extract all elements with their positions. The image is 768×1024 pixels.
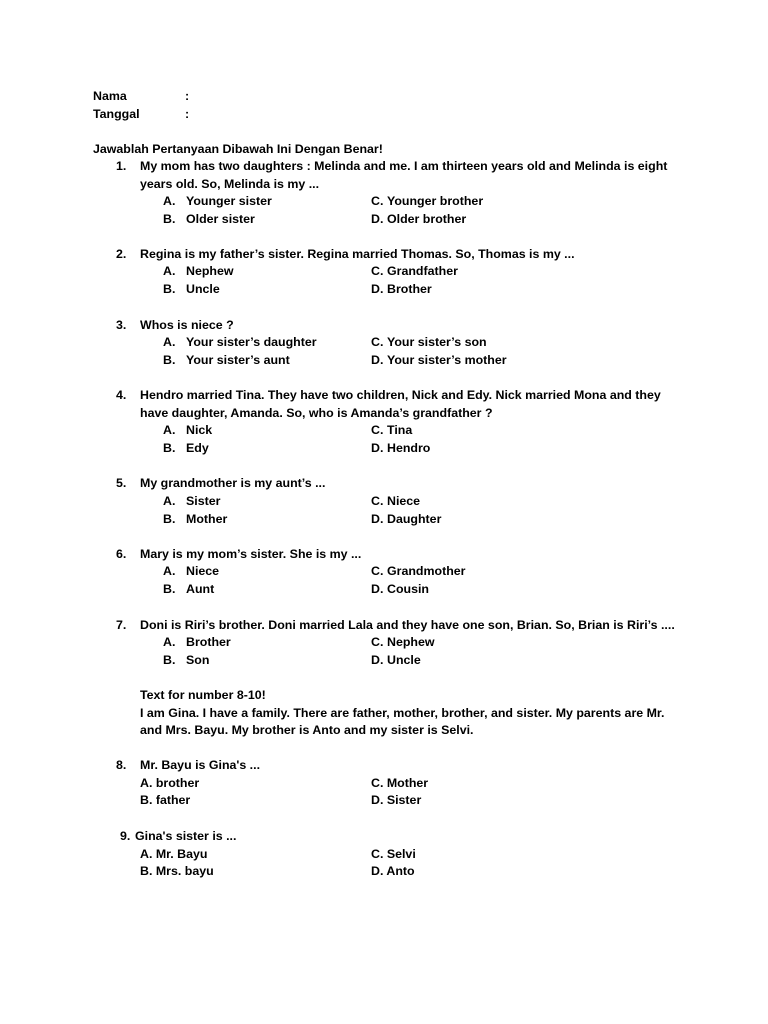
option-letter: D. xyxy=(371,653,384,667)
option-b: B. Mrs. bayu xyxy=(140,864,214,878)
option-c: Tina xyxy=(387,423,413,437)
question-text-line: Hendro married Tina. They have two children, Nick and Edy. Nick married Mona and they xyxy=(140,388,661,402)
question-text-line: Gina's sister is ... xyxy=(135,829,237,843)
option-letter: B. xyxy=(163,653,176,667)
option-d: Cousin xyxy=(387,582,429,596)
option-letter: D. xyxy=(371,582,384,596)
option-b: Older sister xyxy=(186,212,255,226)
option-letter: C. xyxy=(371,264,384,278)
question-text-line: have daughter, Amanda. So, who is Amanda’s grandfather ? xyxy=(140,406,493,420)
option-a: Brother xyxy=(186,635,231,649)
question-number: 4. xyxy=(116,388,127,402)
passage-line: I am Gina. I have a family. There are father, mother, brother, and sister. My parents are Mr. xyxy=(140,706,665,720)
option-letter: A. xyxy=(163,194,176,208)
question-text-line: Regina is my father’s sister. Regina married Thomas. So, Thomas is my ... xyxy=(140,247,575,261)
question-text-line: Whos is niece ? xyxy=(140,318,234,332)
option-c: C. Selvi xyxy=(371,847,416,861)
option-letter: A. xyxy=(163,335,176,349)
question-text-line: Mary is my mom’s sister. She is my ... xyxy=(140,547,362,561)
option-letter: C. xyxy=(371,335,384,349)
option-b: Your sister’s aunt xyxy=(186,353,290,367)
option-d: Daughter xyxy=(387,512,442,526)
option-c: Grandfather xyxy=(387,264,458,278)
question-number: 2. xyxy=(116,247,127,261)
option-letter: A. xyxy=(163,264,176,278)
option-letter: C. xyxy=(371,564,384,578)
option-letter: D. xyxy=(371,353,384,367)
option-letter: B. xyxy=(163,582,176,596)
question-number: 6. xyxy=(116,547,127,561)
option-d: Brother xyxy=(387,282,432,296)
question-number: 8. xyxy=(116,758,127,772)
option-letter: D. xyxy=(371,282,384,296)
option-a: A. brother xyxy=(140,776,200,790)
option-letter: A. xyxy=(163,564,176,578)
option-letter: B. xyxy=(163,212,176,226)
question-text-line: Doni is Riri’s brother. Doni married Lala and they have one son, Brian. So, Brian is Riri’s .... xyxy=(140,618,675,632)
option-letter: C. xyxy=(371,423,384,437)
option-letter: D. xyxy=(371,512,384,526)
option-b: Uncle xyxy=(186,282,220,296)
question-text-line: Mr. Bayu is Gina's ... xyxy=(140,758,261,772)
instruction-heading: Jawablah Pertanyaan Dibawah Ini Dengan Benar! xyxy=(93,142,383,156)
option-c: Niece xyxy=(387,494,421,508)
option-letter: B. xyxy=(163,441,176,455)
option-letter: D. xyxy=(371,441,384,455)
name-label: Nama xyxy=(93,89,127,103)
option-a: Your sister’s daughter xyxy=(186,335,317,349)
option-c: Younger brother xyxy=(387,194,484,208)
option-letter: C. xyxy=(371,635,384,649)
option-d: Uncle xyxy=(387,653,421,667)
option-letter: A. xyxy=(163,423,176,437)
option-b: B. father xyxy=(140,793,191,807)
question-number: 1. xyxy=(116,159,127,173)
option-a: Nick xyxy=(186,423,213,437)
question-number: 7. xyxy=(116,618,127,632)
option-letter: B. xyxy=(163,512,176,526)
passage-line: and Mrs. Bayu. My brother is Anto and my sister is Selvi. xyxy=(140,723,474,737)
option-a: A. Mr. Bayu xyxy=(140,847,208,861)
option-letter: C. xyxy=(371,194,384,208)
option-d: D. Sister xyxy=(371,793,422,807)
option-letter: D. xyxy=(371,212,384,226)
passage-title: Text for number 8-10! xyxy=(140,688,266,702)
option-d: Your sister’s mother xyxy=(387,353,507,367)
option-letter: C. xyxy=(371,494,384,508)
option-c: Grandmother xyxy=(387,564,466,578)
option-c: C. Mother xyxy=(371,776,429,790)
date-colon: : xyxy=(185,107,190,121)
option-a: Niece xyxy=(186,564,220,578)
option-c: Your sister’s son xyxy=(387,335,487,349)
option-a: Younger sister xyxy=(186,194,272,208)
question-text-line: years old. So, Melinda is my ... xyxy=(140,177,320,191)
question-text-line: My grandmother is my aunt’s ... xyxy=(140,476,326,490)
option-letter: A. xyxy=(163,494,176,508)
date-label: Tanggal xyxy=(93,107,140,121)
option-a: Sister xyxy=(186,494,221,508)
question-number: 9. xyxy=(120,829,131,843)
question-text-line: My mom has two daughters : Melinda and me. I am thirteen years old and Melinda is eight xyxy=(140,159,668,173)
question-number: 3. xyxy=(116,318,127,332)
option-d: Older brother xyxy=(387,212,467,226)
option-c: Nephew xyxy=(387,635,435,649)
option-b: Aunt xyxy=(186,582,215,596)
option-letter: B. xyxy=(163,353,176,367)
name-colon: : xyxy=(185,89,190,103)
option-b: Mother xyxy=(186,512,228,526)
option-d: D. Anto xyxy=(371,864,415,878)
option-letter: B. xyxy=(163,282,176,296)
option-d: Hendro xyxy=(387,441,431,455)
option-b: Edy xyxy=(186,441,209,455)
question-number: 5. xyxy=(116,476,127,490)
option-b: Son xyxy=(186,653,210,667)
option-letter: A. xyxy=(163,635,176,649)
option-a: Nephew xyxy=(186,264,234,278)
